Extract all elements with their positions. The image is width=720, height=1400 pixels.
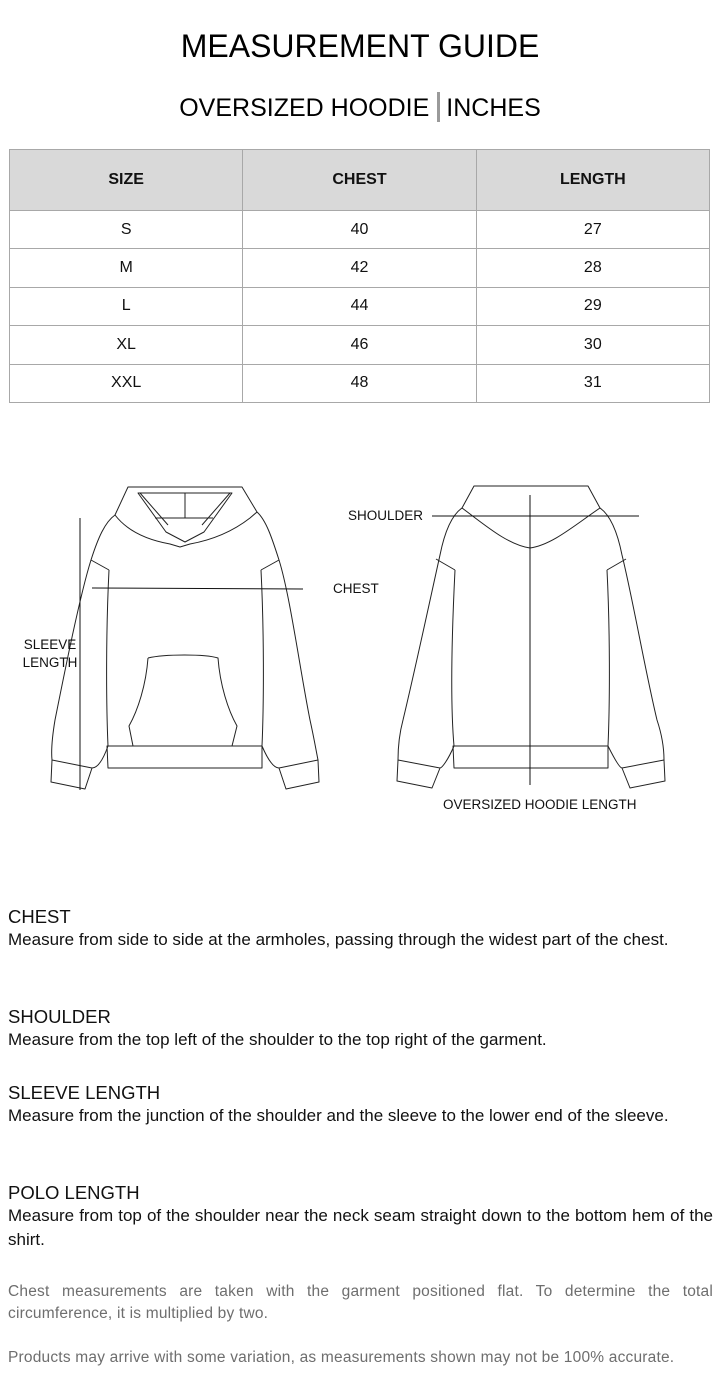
instruction-shoulder xyxy=(8,1006,713,1052)
chest-label: CHEST xyxy=(333,581,379,596)
instruction-sleeve-length xyxy=(8,1082,713,1128)
sleeve-label-line2: LENGTH xyxy=(22,655,78,670)
size-table xyxy=(9,149,710,403)
measurement-diagram xyxy=(0,470,720,830)
table-row xyxy=(10,249,710,287)
cell-chest: 48 xyxy=(243,364,476,402)
cell-size: L xyxy=(10,287,243,325)
table-row xyxy=(10,211,710,249)
cell-size: XL xyxy=(10,326,243,364)
cell-length: 28 xyxy=(476,249,709,287)
column-header-size: SIZE xyxy=(10,150,243,211)
instruction-polo-length xyxy=(8,1182,713,1252)
cell-chest: 46 xyxy=(243,326,476,364)
instruction-text: Measure from the top left of the shoulder to the top right of the garment. xyxy=(8,1030,547,1049)
cell-length: 29 xyxy=(476,287,709,325)
column-header-chest: CHEST xyxy=(243,150,476,211)
cell-size: M xyxy=(10,249,243,287)
cell-length: 27 xyxy=(476,211,709,249)
table-header-row xyxy=(10,150,710,211)
note-variation: Products may arrive with some variation, as measurements shown may not be 100% accurate. xyxy=(8,1349,675,1366)
shoulder-label: SHOULDER xyxy=(348,508,424,523)
instruction-heading: SLEEVE LENGTH xyxy=(8,1082,161,1103)
table-row xyxy=(10,364,710,402)
instruction-text: Measure from top of the shoulder near the neck seam straight down to the bottom hem of the shirt. xyxy=(8,1206,713,1249)
product-name: OVERSIZED HOODIE xyxy=(179,94,430,122)
instruction-chest xyxy=(8,906,713,952)
cell-size: XXL xyxy=(10,364,243,402)
instruction-heading: CHEST xyxy=(8,906,71,927)
page-title: MEASUREMENT GUIDE xyxy=(180,28,540,64)
sleeve-length-label xyxy=(22,636,78,672)
cell-length: 30 xyxy=(476,326,709,364)
cell-length: 31 xyxy=(476,364,709,402)
separator xyxy=(437,92,440,122)
hoodie-length-label: OVERSIZED HOODIE LENGTH xyxy=(443,797,637,812)
note-chest-flat: Chest measurements are taken with the garment positioned flat. To determine the total circumference, it is multiplied by two. xyxy=(8,1283,713,1322)
cell-chest: 40 xyxy=(243,211,476,249)
cell-chest: 42 xyxy=(243,249,476,287)
instruction-text: Measure from side to side at the armholes, passing through the widest part of the chest. xyxy=(8,930,669,949)
sleeve-label-line1: SLEEVE xyxy=(23,637,77,652)
instruction-heading: SHOULDER xyxy=(8,1006,111,1027)
page-subtitle xyxy=(0,92,720,123)
column-header-length: LENGTH xyxy=(476,150,709,211)
cell-chest: 44 xyxy=(243,287,476,325)
table-row xyxy=(10,287,710,325)
instruction-heading: POLO LENGTH xyxy=(8,1182,140,1203)
cell-size: S xyxy=(10,211,243,249)
table-row xyxy=(10,326,710,364)
instruction-text: Measure from the junction of the shoulder and the sleeve to the lower end of the sleeve. xyxy=(8,1106,669,1125)
unit-label: INCHES xyxy=(446,94,541,122)
